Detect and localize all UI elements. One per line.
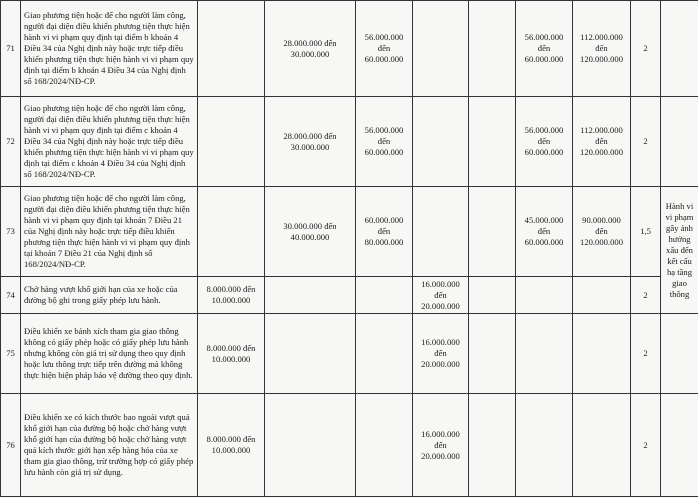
fine-cell [356,277,413,314]
fine-cell: 16.000.000 đến 20.000.000 [413,277,469,314]
category-cell-empty [661,1,698,97]
fine-cell [469,277,516,314]
row-number: 71 [1,1,21,97]
table-row [1,187,698,277]
row-number: 74 [1,277,21,314]
violation-description: Giao phương tiện hoặc để cho người làm công, người đại diện điều khiển phương tiện thực hiện hành vi vi phạm quy định tại điểm c khoản 4 Điều 34 của Nghị định này hoặc trực tiếp điều khiển phương tiện thực hiện hành vi vi phạm quy định tại điểm c khoản 4 Điều 34 của Nghị định số 168/2024/NĐ-CP. [21,97,198,187]
fine-cell: 45.000.000 đến 60.000.000 [516,187,573,277]
fine-cell [356,314,413,394]
fine-cell [413,97,469,187]
row-number: 73 [1,187,21,277]
fine-cell: 60.000.000 đến 80.000.000 [356,187,413,277]
fine-cell: 8.000.000 đến 10.000.000 [198,277,265,314]
row-number: 75 [1,314,21,394]
fine-cell [516,314,573,394]
multiplier-level: 2 [631,1,661,97]
violation-description: Giao phương tiện hoặc để cho người làm công, người đại diện điều khiển phương tiện thực hiện hành vi vi phạm quy định tại điểm b khoản 4 Điều 34 của Nghị định này hoặc trực tiếp điều khiển phương tiện thực hiện hành vi vi phạm quy định tại điểm b khoản 4 Điều 34 của Nghị định số 168/2024/NĐ-CP. [21,1,198,97]
fine-cell [469,187,516,277]
fine-cell [265,394,356,497]
fine-cell [516,277,573,314]
table-row [1,277,698,314]
category-cell-empty [661,97,698,187]
violation-description: Điều khiển xe có kích thước bao ngoài vượt quá khổ giới hạn của đường bộ hoặc chở hàng vượt khổ giới hạn của đường bộ hoặc chở hàng vượt quá kích thước giới hạn xếp hàng hóa của xe tham gia giao thông, trừ trường hợp có giấy phép lưu hành còn giá trị sử dụng. [21,394,198,497]
multiplier-level: 2 [631,394,661,497]
fine-cell: 112.000.000 đến 120.000.000 [573,1,631,97]
multiplier-level: 2 [631,314,661,394]
fine-cell [413,1,469,97]
multiplier-level: 1,5 [631,187,661,277]
fine-cell [573,314,631,394]
fine-cell [198,97,265,187]
category-cell-empty [661,314,698,394]
fine-cell [573,394,631,497]
violation-description: Điều khiển xe bánh xích tham gia giao thông không có giấy phép hoặc có giấy phép lưu hành nhưng không còn giá trị sử dụng theo quy định hoặc lưu thông trực tiếp trên đường mà không thực hiện biện pháp bảo vệ đường theo quy định. [21,314,198,394]
fine-cell [516,394,573,497]
fine-cell: 90.000.000 đến 120.000.000 [573,187,631,277]
fine-cell [198,187,265,277]
fine-cell: 8.000.000 đến 10.000.000 [198,394,265,497]
fine-cell: 30.000.000 đến 40.000.000 [265,187,356,277]
fine-cell: 56.000.000 đến 60.000.000 [356,1,413,97]
fine-cell [469,97,516,187]
row-number: 72 [1,97,21,187]
multiplier-level: 2 [631,277,661,314]
violation-description: Giao phương tiện hoặc để cho người làm công, người đại diện điều khiển phương tiện thực hiện hành vi vi phạm quy định tại khoản 7 Điều 21 của Nghị định này hoặc trực tiếp điều khiển phương tiện thực hiện hành vi vi phạm quy định tại khoản 7 Điều 21 của Nghị định số 168/2024/NĐ-CP. [21,187,198,277]
fine-cell: 56.000.000 đến 60.000.000 [356,97,413,187]
table-row [1,394,698,497]
fine-cell: 28.000.000 đến 30.000.000 [265,97,356,187]
violation-description: Chở hàng vượt khổ giới hạn của xe hoặc của đường bộ ghi trong giấy phép lưu hành. [21,277,198,314]
fine-cell: 8.000.000 đến 10.000.000 [198,314,265,394]
fine-cell: 56.000.000 đến 60.000.000 [516,1,573,97]
fine-cell [469,394,516,497]
row-number: 76 [1,394,21,497]
fine-cell [413,187,469,277]
fine-cell: 112.000.000 đến 120.000.000 [573,97,631,187]
fine-cell [265,314,356,394]
table-row [1,97,698,187]
table-row [1,314,698,394]
category-cell-empty [661,394,698,497]
fine-cell: 56.000.000 đến 60.000.000 [516,97,573,187]
fine-cell [265,277,356,314]
fine-cell [198,1,265,97]
fine-cell [356,394,413,497]
fine-cell: 16.000.000 đến 20.000.000 [413,314,469,394]
fine-cell [573,277,631,314]
fine-cell: 28.000.000 đến 30.000.000 [265,1,356,97]
fine-cell: 16.000.000 đến 20.000.000 [413,394,469,497]
table-row [1,1,698,97]
fine-cell [469,314,516,394]
fine-cell [469,1,516,97]
violation-category: Hành vi vi phạm gây ảnh hưởng xấu đến kết cấu hạ tầng giao thông [661,187,698,314]
multiplier-level: 2 [631,97,661,187]
